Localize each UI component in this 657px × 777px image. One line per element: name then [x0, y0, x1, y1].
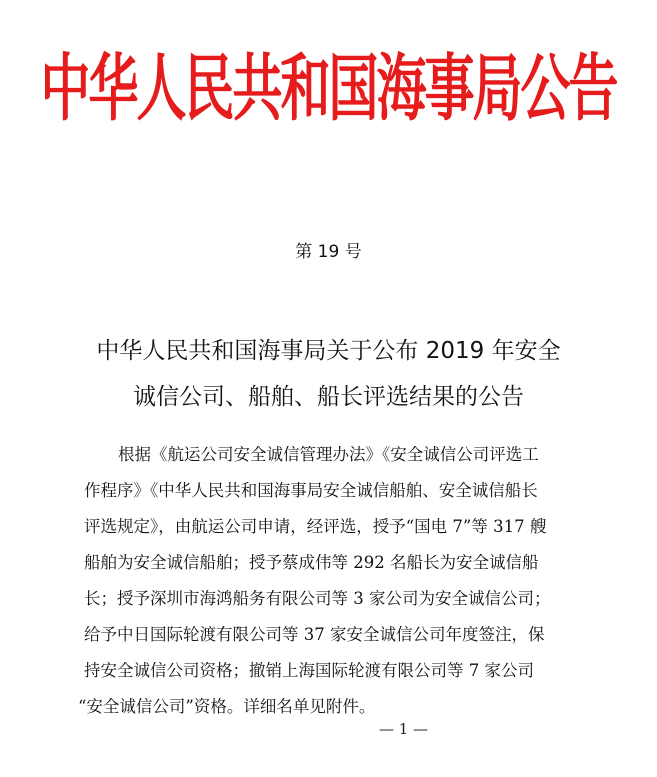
document-title-line-1: 中华人民共和国海事局关于公布 2019 年安全 — [96, 338, 561, 364]
body-line: 根据《航运公司安全诚信管理办法》《安全诚信公司评选工 — [118, 445, 539, 464]
document-title-line-2: 诚信公司、船舶、船长评选结果的公告 — [133, 384, 524, 410]
body-line: “安全诚信公司”资格。详细名单见附件。 — [78, 697, 376, 716]
page-number: — 1 — — [378, 720, 429, 738]
body-line: 作程序》《中华人民共和国海事局安全诚信船舶、安全诚信船长 — [84, 481, 538, 500]
body-line: 持安全诚信公司资格；撤销上海国际轮渡有限公司等 7 家公司 — [84, 661, 534, 680]
document-number: 第 19 号 — [295, 242, 362, 262]
body-line: 评选规定》，由航运公司申请，经评选，授予“国电 7”等 317 艘 — [84, 517, 547, 536]
announcement-masthead: 中华人民共和国海事局公告 — [40, 46, 617, 131]
body-line: 给予中日国际轮渡有限公司等 37 家安全诚信公司年度签注，保 — [84, 625, 545, 644]
body-line: 长；授予深圳市海鸿船务有限公司等 3 家公司为安全诚信公司； — [84, 589, 551, 608]
body-line: 船舶为安全诚信船舶；授予蔡成伟等 292 名船长为安全诚信船 — [84, 553, 539, 572]
